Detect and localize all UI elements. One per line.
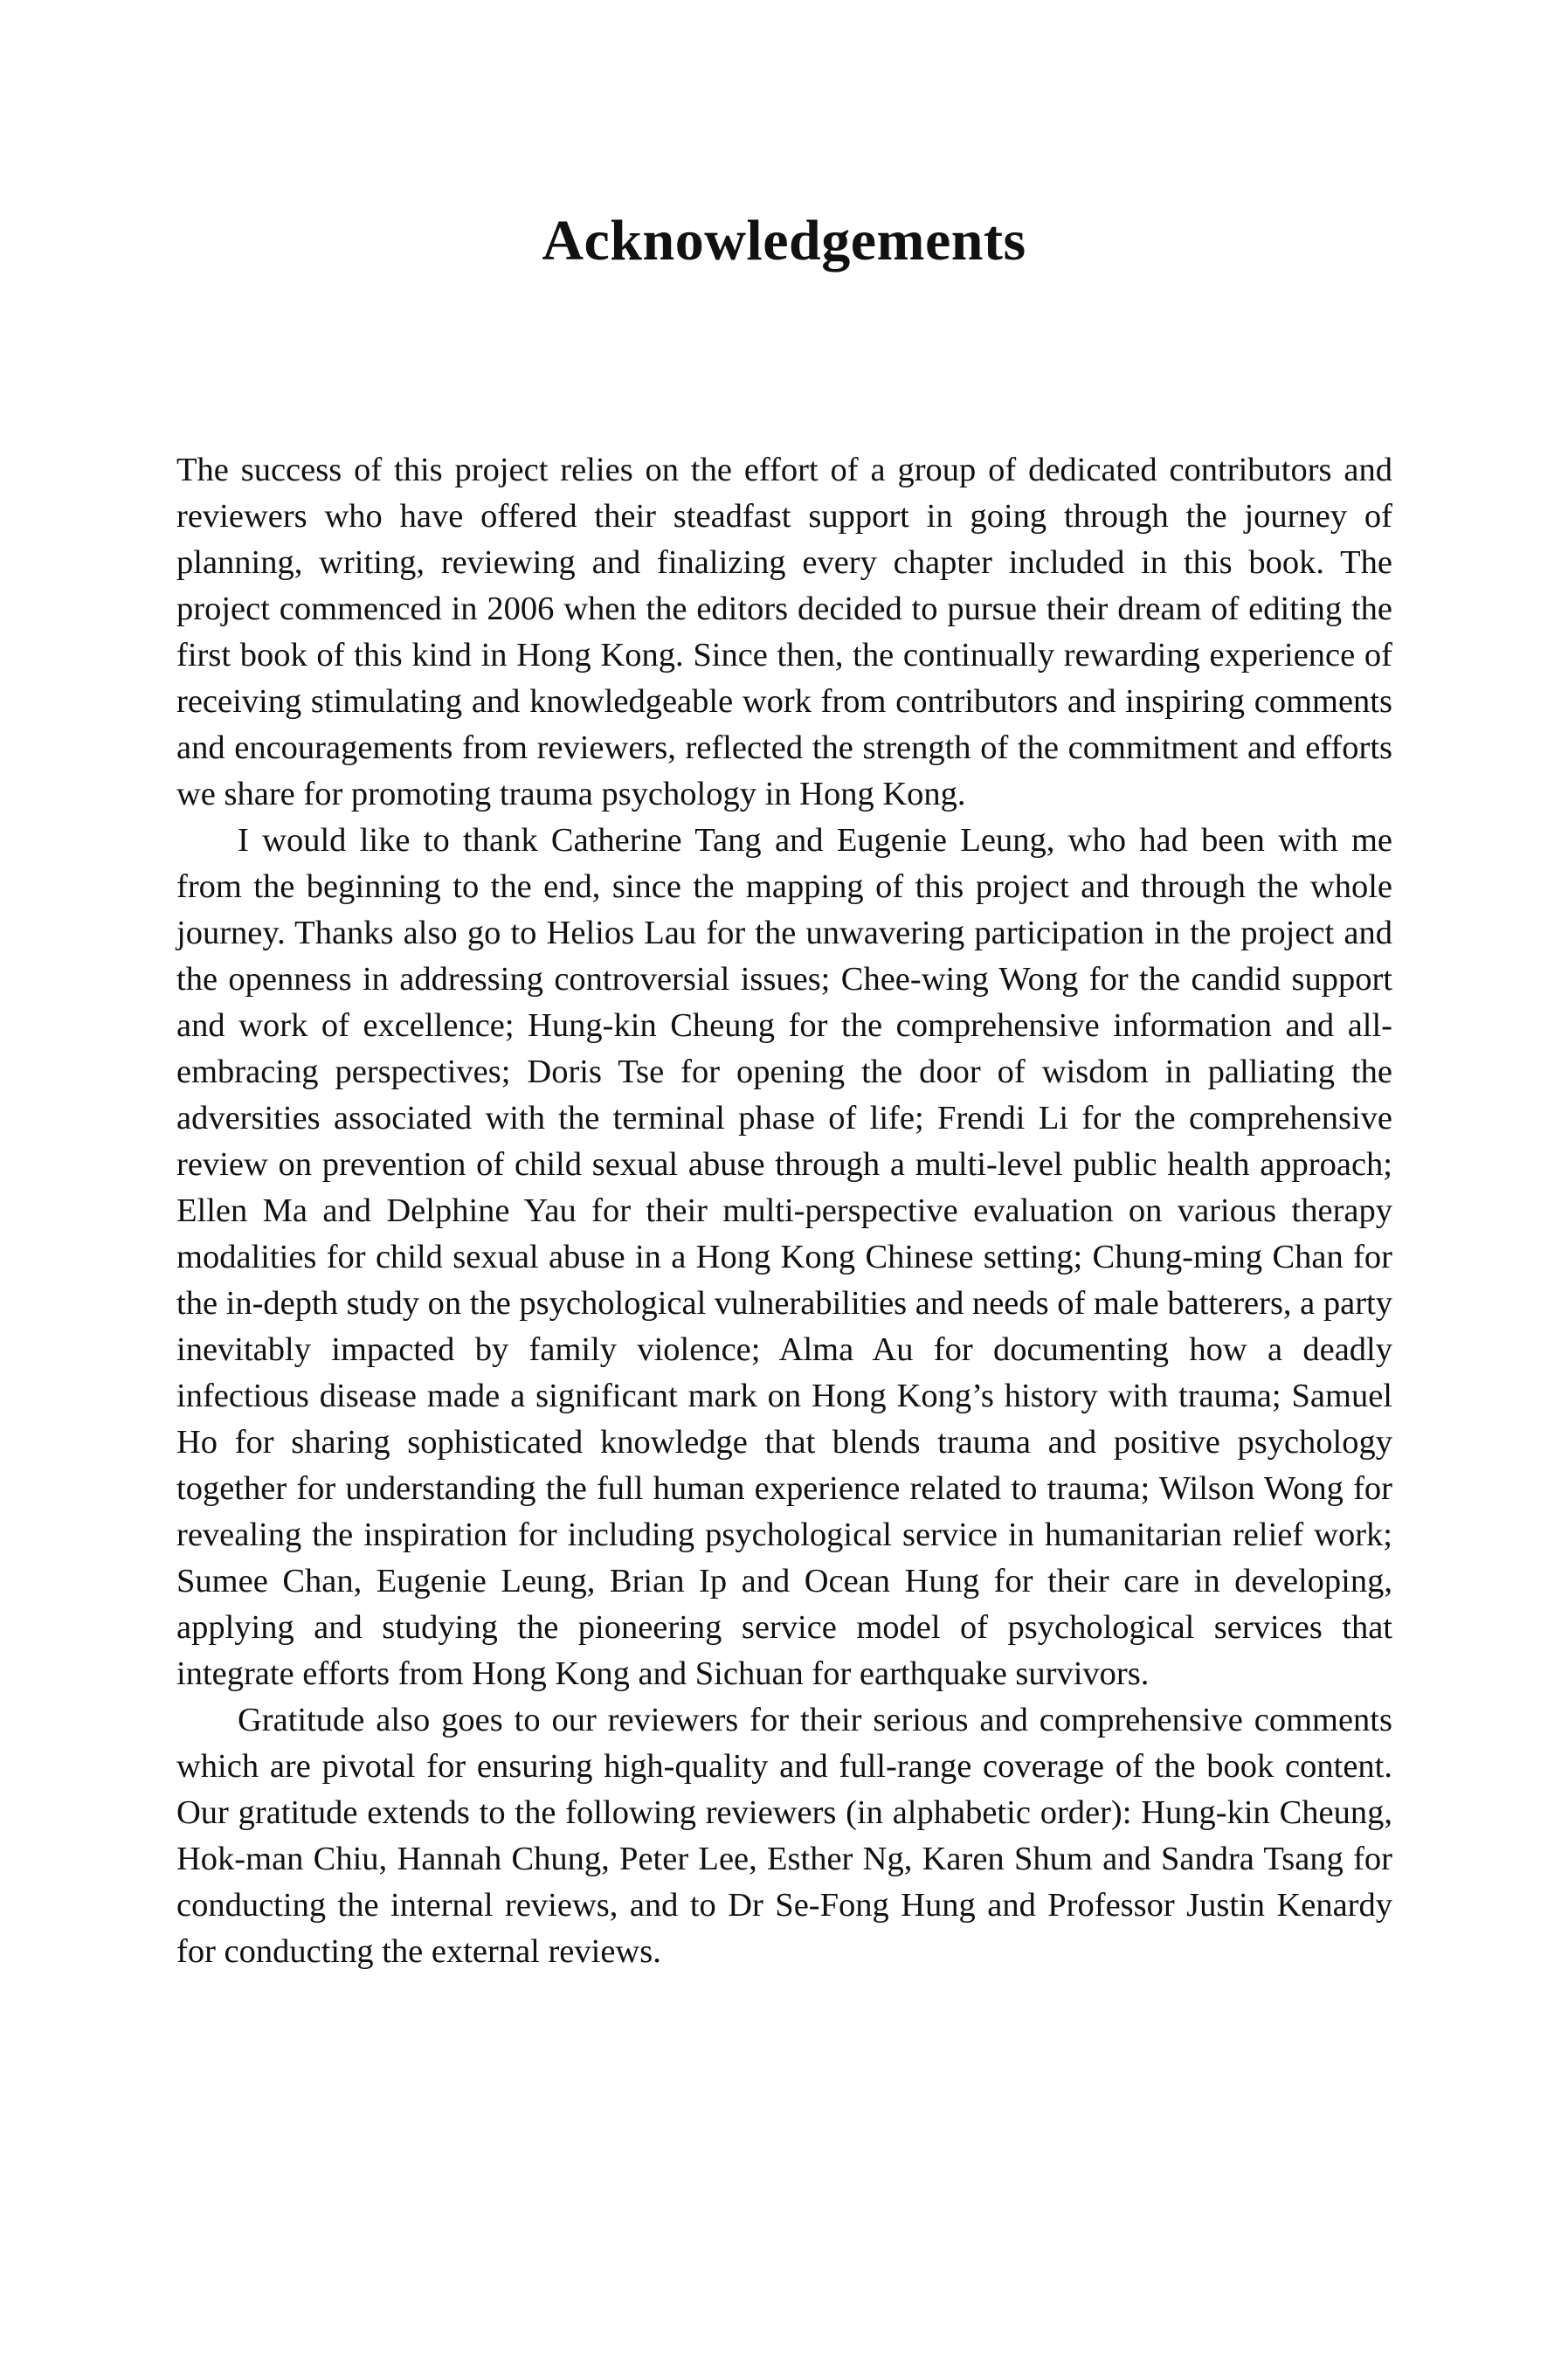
body-text <box>176 447 1392 1975</box>
page-title: Acknowledgements <box>542 209 1026 273</box>
paragraph-reviewers: Gratitude also goes to our reviewers for their serious and comprehensive comments which are pivotal for ensuring high-quality and full-range coverage of the book content. Our gratitude extends to the following reviewers (in alphabetic order): Hung-kin Cheung, Hok-man Chiu, Hannah Chung, Peter Lee, Esther Ng, Karen Shum and Sandra Tsang for conducting the internal reviews, and to Dr Se-Fong Hung and Professor Justin Kenardy for conducting the external reviews. <box>176 1702 1392 1970</box>
paragraph-contributors: I would like to thank Catherine Tang and Eugenie Leung, who had been with me from the beginning to the end, since the mapping of this project and through the whole journey. Thanks also go to Helios Lau for the unwavering participation in the project and the openness in addressing controversial issues; Chee-wing Wong for the candid support and work of excellence; Hung-kin Cheung for the comprehensive information and all-embracing perspectives; Doris Tse for opening the door of wisdom in palliating the adversities associated with the terminal phase of life; Frendi Li for the comprehensive review on prevention of child sexual abuse through a multi-level public health approach; Ellen Ma and Delphine Yau for their multi-perspective evaluation on various therapy modalities for child sexual abuse in a Hong Kong Chinese setting; Chung-ming Chan for the in-depth study on the psychological vulnerabilities and needs of male batterers, a party inevitably impacted by family violence; Alma Au for documenting how a deadly infectious disease made a significant mark on Hong Kong’s history with trauma; Samuel Ho for sharing sophisticated knowledge that blends trauma and positive psychology together for understanding the full human experience related to trauma; Wilson Wong for revealing the inspiration for including psychological service in humanitarian relief work; Sumee Chan, Eugenie Leung, Brian Ip and Ocean Hung for their care in developing, applying and studying the pioneering service model of psychological services that integrate efforts from Hong Kong and Sichuan for earthquake survivors. <box>176 822 1392 1692</box>
paragraph-intro: The success of this project relies on the effort of a group of dedicated contributors and reviewers who have offered their steadfast support in going through the journey of planning, writing, reviewing and finalizing every chapter included in this book. The project commenced in 2006 when the editors decided to pursue their dream of editing the first book of this kind in Hong Kong. Since then, the continually rewarding experience of receiving stimulating and knowledgeable work from contributors and inspiring comments and encouragements from reviewers, reflected the strength of the commitment and efforts we share for promoting trauma psychology in Hong Kong. <box>176 452 1392 812</box>
